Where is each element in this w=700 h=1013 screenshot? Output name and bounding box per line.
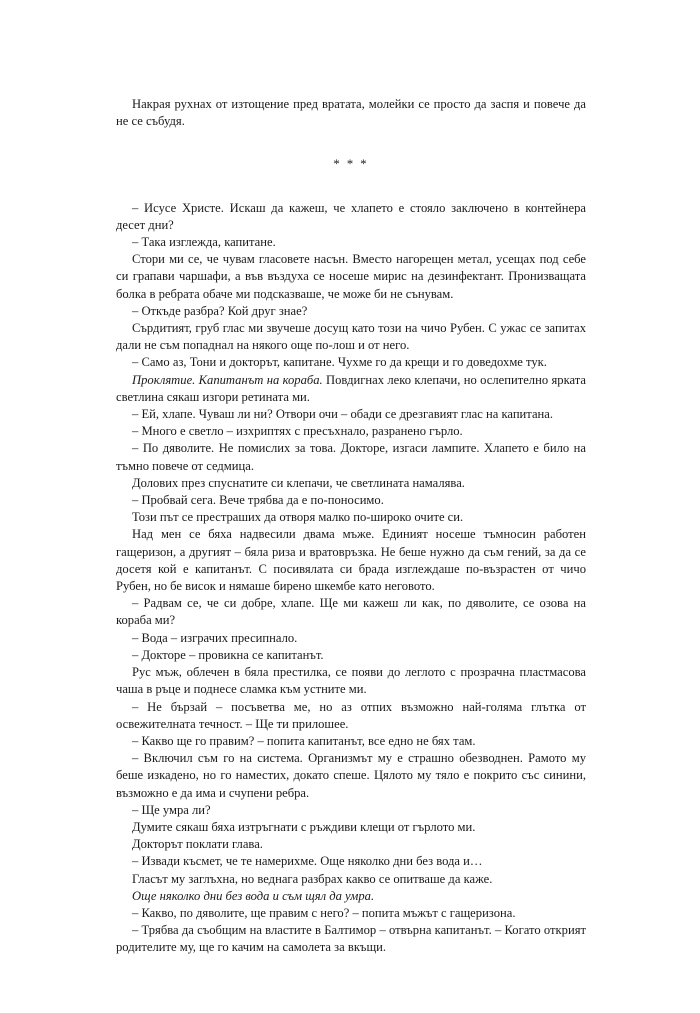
body-text: [116, 96, 586, 957]
opening-paragraph: Накрая рухнах от изтощение пред вратата, молейки се просто да заспя и повече да не се събудя.: [116, 97, 586, 129]
paragraph: [116, 234, 586, 251]
paragraph-text: Докторът поклати глава.: [132, 837, 263, 852]
paragraph: [116, 664, 586, 698]
paragraph-text: Този път се престраших да отворя малко по-широко очите си.: [132, 510, 464, 525]
paragraph: [116, 922, 586, 956]
paragraph: [116, 630, 586, 647]
paragraph: [116, 492, 586, 509]
section-break: * * *: [333, 157, 369, 172]
paragraph: [116, 200, 586, 234]
paragraph: [116, 905, 586, 922]
paragraph-text: – Какво, по дяволите, ще правим с него? – попита мъжът с гащеризона.: [132, 905, 516, 920]
paragraph-text: – По дяволите. Не помислих за това. Докторе, изгаси лампите. Хлапето е било на тъмно повече от седмица.: [116, 441, 586, 473]
paragraph-text: Думите сякаш бяха изтръгнати с ръждиви клещи от гърлото ми.: [132, 819, 476, 834]
paragraph: [116, 819, 586, 836]
paragraph: [116, 836, 586, 853]
paragraph-text: – Трябва да съобщим на властите в Балтимор – отвърна капитанът. – Когато открият родителите му, ще го качим на самолета за вкъщи.: [116, 923, 586, 955]
paragraph: [116, 750, 586, 802]
paragraph-text: – Откъде разбра? Кой друг знае?: [132, 303, 308, 318]
paragraph-text: – Вода – изграчих пресипнало.: [132, 630, 298, 645]
paragraph: [116, 871, 586, 888]
paragraph-text: Сърдитият, груб глас ми звучеше досущ като този на чичо Рубен. С ужас се запитах дали не съм попаднал на някого още по-лош и от него.: [116, 321, 586, 353]
paragraph-text: – Ей, хлапе. Чуваш ли ни? Отвори очи – обади се дрезгавият глас на капитана.: [132, 407, 554, 422]
paragraph-text: – Включил съм го на система. Организмът му е страшно обезводнен. Рамото му беше изкадено, но го наместих, докато спеше. Цялото му тяло е покрито със синини, възможно е да има и счупени ребра.: [116, 751, 586, 800]
italic-thought: Проклятие. Капитанът на кораба.: [132, 372, 323, 387]
paragraph: [116, 853, 586, 870]
paragraph-text: – Исусе Христе. Искаш да кажеш, че хлапето е стояло заключено в контейнера десет дни?: [116, 200, 586, 232]
paragraph: [116, 647, 586, 664]
paragraph: [116, 526, 586, 595]
paragraph-text: – Извади късмет, че те намерихме. Още няколко дни без вода и…: [132, 854, 483, 869]
paragraph-text: – Какво ще го правим? – попита капитанът, все едно не бях там.: [132, 733, 476, 748]
paragraph: [116, 406, 586, 423]
paragraph: [116, 320, 586, 354]
paragraph-text: Рус мъж, облечен в бяла престилка, се появи до леглото с прозрачна пластмасова чаша в ръце и поднесе сламка към устните ми.: [116, 665, 586, 697]
paragraph: [116, 303, 586, 320]
paragraph-text: Стори ми се, че чувам гласовете насън. Вместо нагорещен метал, усещах под себе си грапави чаршафи, а във въздуха се носеше мирис на дезинфектант. Пронизващата болка в ребрата обаче ми подсказваше, че може би не сънувам.: [116, 252, 586, 301]
paragraph: [116, 423, 586, 440]
paragraph: [116, 802, 586, 819]
paragraph: [116, 475, 586, 492]
paragraph-text: – Така изглежда, капитане.: [132, 235, 276, 250]
paragraph-text: Долових през спуснатите си клепачи, че светлината намалява.: [132, 475, 465, 490]
paragraph-text: Над мен се бяха надвесили двама мъже. Единият носеше тъмносин работен гащеризон, а другият – бяла риза и вратовръзка. Не беше нужно да съм гений, за да се досетя кой е капитанът. С посивялата си брада изглеждаше по-възрастен от чичо Рубен, но бе висок и нямаше бирено шкембе като неговото.: [116, 527, 586, 594]
paragraph-text: Гласът му заглъхна, но веднага разбрах какво се опитваше да каже.: [132, 871, 493, 886]
paragraph: [116, 733, 586, 750]
paragraph: [116, 251, 586, 303]
paragraph: Още няколко дни без вода и съм щял да умра.: [132, 888, 375, 903]
paragraph: [116, 595, 586, 629]
paragraph-text: – Ще умра ли?: [132, 802, 211, 817]
paragraph-text: – Не бързай – посъветва ме, но аз отпих възможно най-голяма глътка от освежителната течност. – Ще ти прилошее.: [116, 699, 586, 731]
paragraph-text: – Докторе – провикна се капитанът.: [132, 647, 324, 662]
paragraph: [116, 509, 586, 526]
paragraph-text: Повдигнах леко клепачи, но ослепително ярката светлина сякаш изгори ретината ми.: [116, 372, 587, 404]
paragraph-text: – Пробвай сега. Вече трябва да е по-поносимо.: [132, 493, 384, 508]
paragraph-text: – Само аз, Тони и докторът, капитане. Чухме го да крещи и го доведохме тук.: [132, 355, 547, 370]
paragraph-text: – Радвам се, че си добре, хлапе. Ще ми кажеш ли как, по дяволите, се озова на кораба ми?: [116, 596, 586, 628]
paragraph: [116, 699, 586, 733]
dialogue-section: [116, 200, 586, 957]
paragraph: [116, 372, 586, 406]
paragraph: [116, 440, 586, 474]
paragraph: [116, 354, 586, 371]
paragraph-text: – Много е светло – изхриптях с пресъхнало, разранено гърло.: [132, 424, 463, 439]
